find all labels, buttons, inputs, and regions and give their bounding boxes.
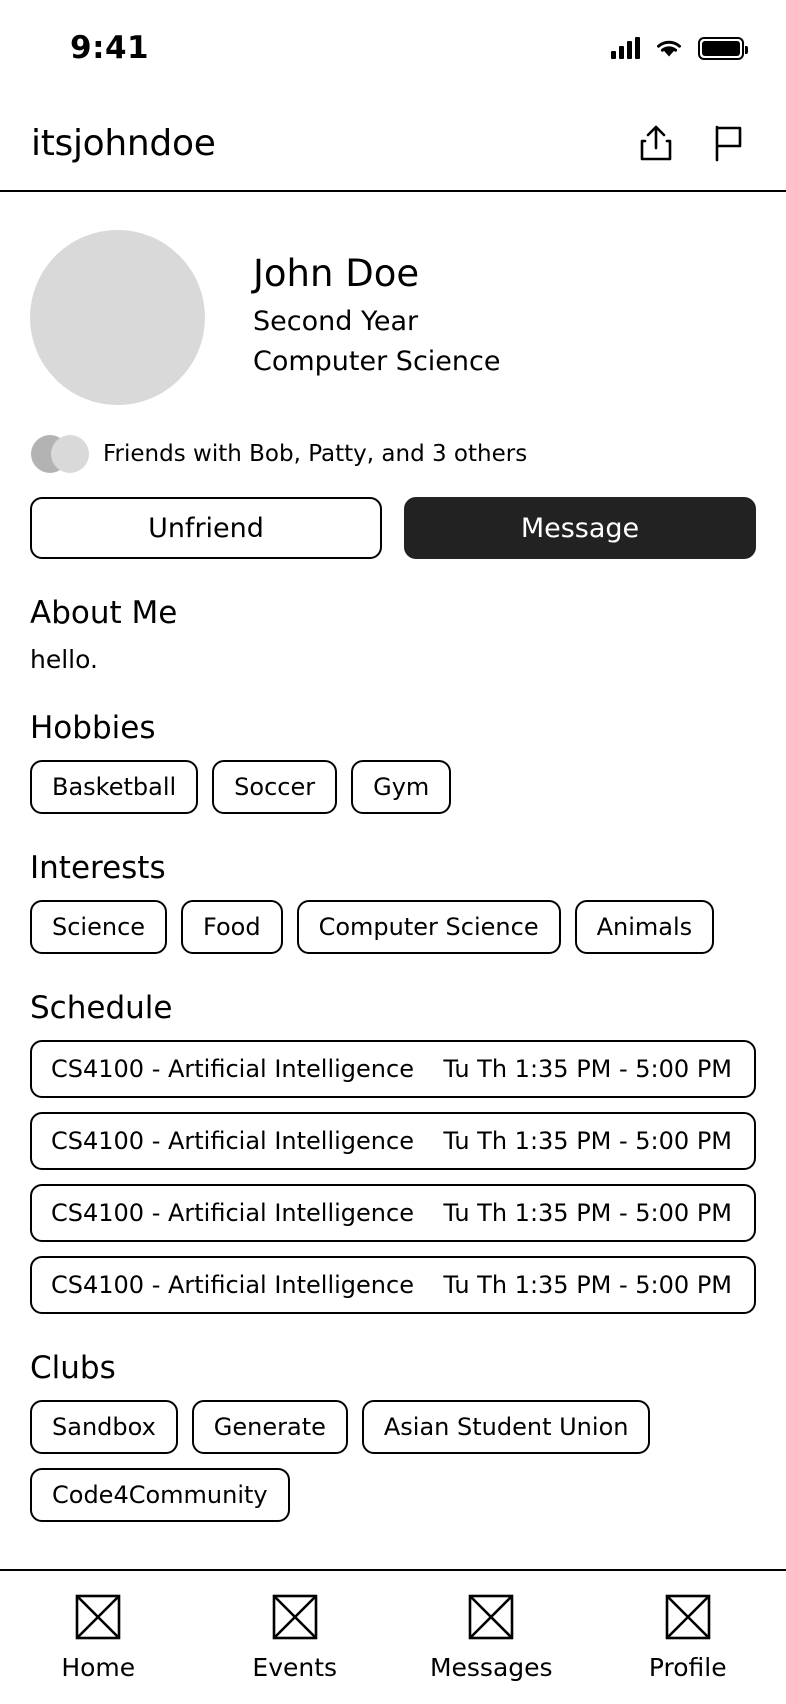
- club-chip[interactable]: Asian Student Union: [362, 1400, 651, 1454]
- interest-chip[interactable]: Animals: [575, 900, 715, 954]
- schedule-row[interactable]: [30, 1184, 756, 1242]
- club-chip[interactable]: Code4Community: [30, 1468, 290, 1522]
- schedule-list: [30, 1040, 756, 1314]
- app-header: [0, 96, 786, 192]
- cellular-signal-icon: [611, 37, 640, 59]
- header-actions: [634, 121, 750, 165]
- interest-chip[interactable]: Food: [181, 900, 283, 954]
- nav-item-messages[interactable]: [393, 1593, 590, 1682]
- page-title: itsjohndoe: [31, 122, 216, 164]
- schedule-time: Tu Th 1:35 PM - 5:00 PM: [443, 1127, 732, 1155]
- events-icon: [271, 1593, 319, 1641]
- profile-actions: [30, 497, 756, 559]
- schedule-course: CS4100 - Artificial Intelligence: [51, 1055, 414, 1083]
- club-chip[interactable]: Generate: [192, 1400, 348, 1454]
- schedule-course: CS4100 - Artificial Intelligence: [51, 1271, 414, 1299]
- nav-label-messages: Messages: [429, 1653, 553, 1682]
- profile-major: Computer Science: [253, 346, 501, 377]
- wifi-icon: [654, 37, 684, 59]
- hobby-chip[interactable]: Soccer: [212, 760, 337, 814]
- nav-label-events: Events: [252, 1653, 338, 1682]
- bottom-navigation: [0, 1569, 786, 1704]
- interests-chip-row: [30, 900, 756, 954]
- profile-info: [253, 230, 500, 386]
- schedule-course: CS4100 - Artificial Intelligence: [51, 1199, 414, 1227]
- club-chip[interactable]: Sandbox: [30, 1400, 178, 1454]
- profile-content: [0, 192, 786, 1704]
- status-bar: [0, 0, 786, 96]
- schedule-time: Tu Th 1:35 PM - 5:00 PM: [443, 1055, 732, 1083]
- schedule-row[interactable]: [30, 1040, 756, 1098]
- schedule-row[interactable]: [30, 1256, 756, 1314]
- share-icon[interactable]: [634, 121, 678, 165]
- friend-avatars: [31, 435, 89, 473]
- nav-label-profile: Profile: [648, 1653, 727, 1682]
- schedule-row[interactable]: [30, 1112, 756, 1170]
- home-icon: [74, 1593, 122, 1641]
- status-icons: [611, 37, 744, 60]
- clubs-section-title: Clubs: [30, 1350, 116, 1386]
- hobbies-section-title: Hobbies: [30, 710, 156, 746]
- schedule-section-title: Schedule: [30, 990, 173, 1026]
- clubs-chip-row: [30, 1400, 756, 1522]
- nav-label-home: Home: [61, 1653, 136, 1682]
- interest-chip[interactable]: Computer Science: [297, 900, 561, 954]
- hobbies-chip-row: [30, 760, 756, 814]
- profile-year: Second Year: [253, 306, 419, 337]
- schedule-time: Tu Th 1:35 PM - 5:00 PM: [443, 1199, 732, 1227]
- interests-section-title: Interests: [30, 850, 166, 886]
- profile-name: John Doe: [253, 252, 420, 295]
- schedule-time: Tu Th 1:35 PM - 5:00 PM: [443, 1271, 732, 1299]
- battery-icon: [698, 37, 744, 60]
- profile-header: [30, 192, 756, 405]
- interest-chip[interactable]: Science: [30, 900, 167, 954]
- schedule-course: CS4100 - Artificial Intelligence: [51, 1127, 414, 1155]
- nav-item-home[interactable]: [0, 1593, 197, 1682]
- hobby-chip[interactable]: Gym: [351, 760, 451, 814]
- messages-icon: [467, 1593, 515, 1641]
- avatar: [30, 230, 205, 405]
- flag-icon[interactable]: [706, 121, 750, 165]
- hobby-chip[interactable]: Basketball: [30, 760, 198, 814]
- nav-item-profile[interactable]: [590, 1593, 786, 1682]
- mutual-friends-label: Friends with Bob, Patty, and 3 others: [103, 441, 528, 467]
- about-section-body: hello.: [30, 645, 98, 674]
- mutual-friends-row[interactable]: [30, 435, 756, 473]
- profile-icon: [664, 1593, 712, 1641]
- nav-item-events[interactable]: [197, 1593, 394, 1682]
- status-time: 9:41: [70, 30, 150, 66]
- about-section-title: About Me: [30, 595, 178, 631]
- unfriend-button[interactable]: Unfriend: [30, 497, 382, 559]
- message-button[interactable]: Message: [404, 497, 756, 559]
